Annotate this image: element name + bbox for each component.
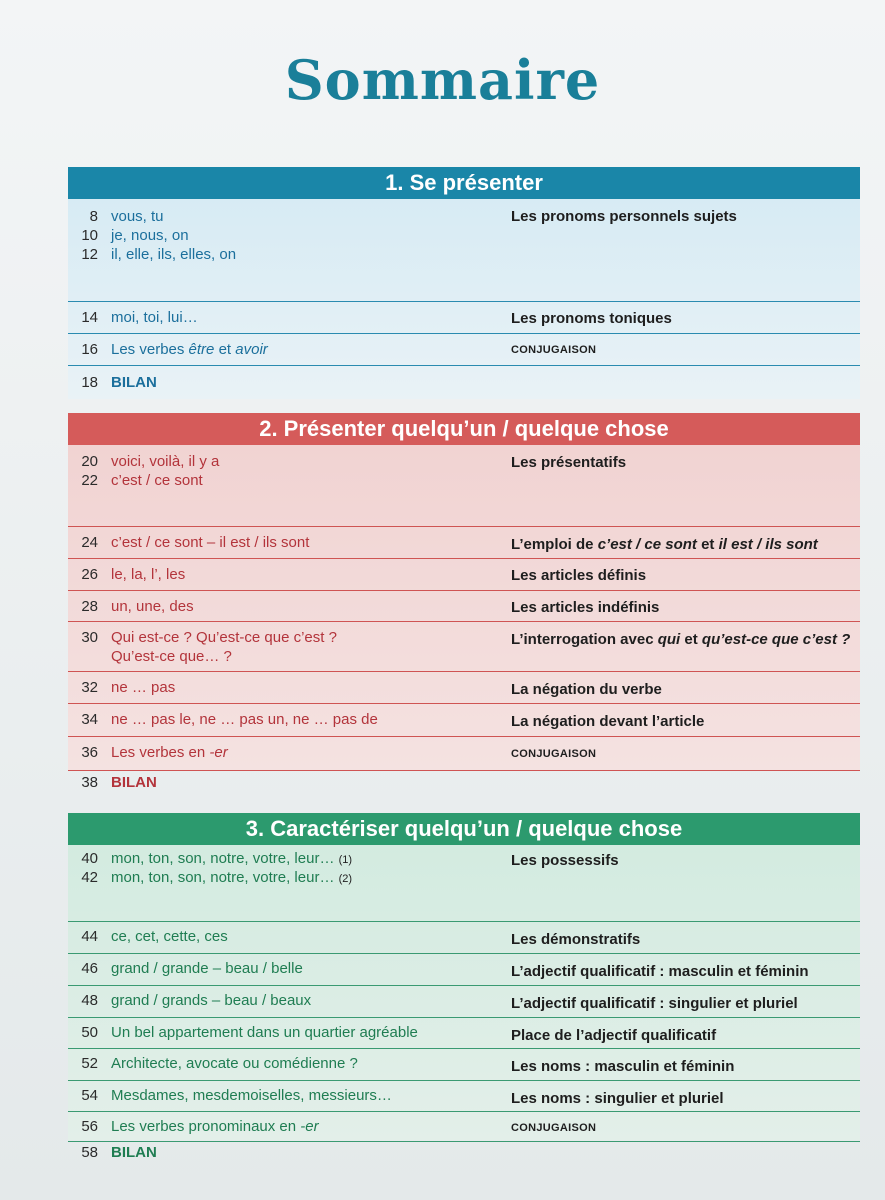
section-heading: 3. Caractériser quelqu’un / quelque chose bbox=[68, 813, 860, 845]
page-number: 38 bbox=[81, 774, 98, 791]
entry-topic: Les possessifs bbox=[511, 852, 619, 869]
toc-row bbox=[68, 559, 860, 591]
entry-topic: CONJUGAISON bbox=[511, 344, 597, 356]
entry-text: ne … pas bbox=[111, 679, 176, 696]
page-number: 52 bbox=[81, 1055, 98, 1072]
entry-topic: Les noms : masculin et féminin bbox=[511, 1058, 735, 1075]
page-number: 40 bbox=[81, 850, 98, 867]
page-number: 22 bbox=[81, 472, 98, 489]
entry-text: BILAN bbox=[111, 774, 157, 791]
entry-text: Qu’est-ce que… ? bbox=[111, 648, 232, 665]
entry-text: vous, tu bbox=[111, 208, 164, 225]
page-number: 48 bbox=[81, 992, 98, 1009]
toc-row bbox=[68, 1018, 860, 1049]
page-number: 24 bbox=[81, 534, 98, 551]
entry-topic: Place de l’adjectif qualificatif bbox=[511, 1027, 717, 1044]
entry-text: ne … pas le, ne … pas un, ne … pas de bbox=[111, 711, 378, 728]
entry-text: ce, cet, cette, ces bbox=[111, 928, 228, 945]
toc-row bbox=[68, 445, 860, 527]
entry-text: moi, toi, lui… bbox=[111, 309, 198, 326]
entry-text: il, elle, ils, elles, on bbox=[111, 246, 237, 263]
entry-topic: La négation du verbe bbox=[511, 681, 662, 698]
page-number: 56 bbox=[81, 1118, 98, 1135]
entry-topic: Les noms : singulier et pluriel bbox=[511, 1090, 724, 1107]
toc-row bbox=[68, 622, 860, 672]
entry-text: Architecte, avocate ou comédienne ? bbox=[111, 1055, 358, 1072]
toc-row bbox=[68, 704, 860, 737]
page-number: 34 bbox=[81, 711, 98, 728]
entry-topic: Les pronoms toniques bbox=[511, 310, 672, 327]
toc-row bbox=[68, 672, 860, 704]
entry-text: Les verbes être et avoir bbox=[111, 341, 268, 358]
entry-topic: L’adjectif qualificatif : singulier et pluriel bbox=[511, 995, 798, 1012]
toc-row bbox=[68, 1049, 860, 1081]
entry-topic: Les pronoms personnels sujets bbox=[511, 208, 737, 225]
section-heading: 2. Présenter quelqu’un / quelque chose bbox=[68, 413, 860, 445]
page-number: 54 bbox=[81, 1087, 98, 1104]
entry-topic: Les présentatifs bbox=[511, 454, 627, 471]
page-number: 44 bbox=[81, 928, 98, 945]
page-number: 36 bbox=[81, 744, 98, 761]
entry-topic: L’adjectif qualificatif : masculin et féminin bbox=[511, 963, 809, 980]
page-number: 8 bbox=[89, 208, 98, 225]
entry-text: mon, ton, son, notre, votre, leur… (2) bbox=[111, 869, 353, 886]
toc-row bbox=[68, 366, 860, 399]
toc-row bbox=[68, 954, 860, 986]
entry-topic: Les articles indéfinis bbox=[511, 599, 660, 616]
page-number: 10 bbox=[81, 227, 98, 244]
page-number: 58 bbox=[81, 1144, 98, 1161]
page-number: 26 bbox=[81, 566, 98, 583]
entry-text: BILAN bbox=[111, 374, 157, 391]
toc-row bbox=[68, 737, 860, 771]
section-heading: 1. Se présenter bbox=[68, 167, 860, 199]
section-presenter-quelquun bbox=[68, 413, 860, 801]
toc-row bbox=[68, 302, 860, 334]
toc-row bbox=[68, 334, 860, 366]
entry-text: Un bel appartement dans un quartier agréable bbox=[111, 1024, 418, 1041]
entry-topic: Les démonstratifs bbox=[511, 931, 641, 948]
entry-text: grand / grands – beau / beaux bbox=[111, 992, 312, 1009]
entry-text: c’est / ce sont – il est / ils sont bbox=[111, 534, 310, 551]
entry-text: mon, ton, son, notre, votre, leur… (1) bbox=[111, 850, 353, 867]
toc-row bbox=[68, 591, 860, 622]
section-se-presenter bbox=[68, 167, 860, 399]
entry-text: c’est / ce sont bbox=[111, 472, 203, 489]
page-number: 16 bbox=[81, 341, 98, 358]
toc-row bbox=[68, 845, 860, 922]
page-title: Sommaire bbox=[284, 48, 601, 112]
toc-row bbox=[68, 1140, 860, 1170]
toc-row bbox=[68, 199, 860, 302]
entry-text: grand / grande – beau / belle bbox=[111, 960, 303, 977]
page-number: 12 bbox=[81, 246, 98, 263]
toc-row bbox=[68, 986, 860, 1018]
page-number: 46 bbox=[81, 960, 98, 977]
page-number: 50 bbox=[81, 1024, 98, 1041]
page-number: 30 bbox=[81, 629, 98, 646]
entry-topic: L’interrogation avec qui et qu’est-ce que c’est ? bbox=[511, 631, 851, 648]
entry-text: voici, voilà, il y a bbox=[111, 453, 220, 470]
toc-row bbox=[68, 922, 860, 954]
toc-row bbox=[68, 1081, 860, 1112]
page-number: 42 bbox=[81, 869, 98, 886]
entry-text: je, nous, on bbox=[111, 227, 189, 244]
page-number: 14 bbox=[81, 309, 98, 326]
toc-row bbox=[68, 1112, 860, 1142]
toc-row bbox=[68, 771, 860, 801]
entry-text: un, une, des bbox=[111, 598, 194, 615]
entry-topic: CONJUGAISON bbox=[511, 1122, 597, 1134]
page-number: 28 bbox=[81, 598, 98, 615]
page-number: 32 bbox=[81, 679, 98, 696]
entry-text: le, la, l’, les bbox=[111, 566, 186, 583]
entry-text: Mesdames, mesdemoiselles, messieurs… bbox=[111, 1087, 392, 1104]
page-number: 18 bbox=[81, 374, 98, 391]
toc-row bbox=[68, 527, 860, 559]
entry-topic: Les articles définis bbox=[511, 567, 647, 584]
entry-topic: L’emploi de c’est / ce sont et il est / ils sont bbox=[511, 536, 818, 553]
entry-text: BILAN bbox=[111, 1144, 157, 1161]
section-caracteriser bbox=[68, 813, 860, 1170]
entry-topic: La négation devant l’article bbox=[511, 713, 705, 730]
entry-text: Les verbes en -er bbox=[111, 744, 228, 761]
entry-topic: CONJUGAISON bbox=[511, 748, 597, 760]
page-number: 20 bbox=[81, 453, 98, 470]
entry-text: Qui est-ce ? Qu’est-ce que c’est ? bbox=[111, 629, 337, 646]
entry-text: Les verbes pronominaux en -er bbox=[111, 1118, 319, 1135]
